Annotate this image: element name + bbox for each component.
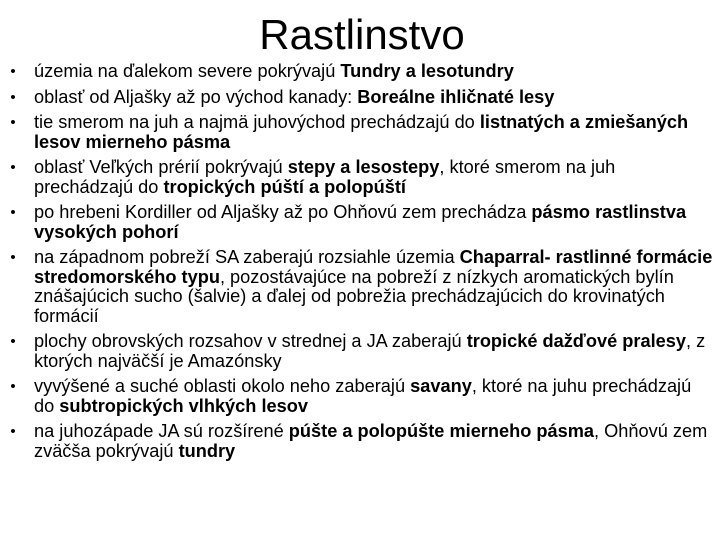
bullet-dot-icon: •: [10, 204, 16, 221]
bullet-text: , ktoré na juhu prechádzajú do: [34, 376, 692, 416]
bullet-list: [6, 62, 716, 467]
bullet-dot-icon: •: [10, 159, 16, 176]
bullet-text: oblasť od Aljašky až po východ kanady:: [34, 86, 358, 107]
bullet-bold-text: púšte a polopúšte mierneho pásma: [288, 421, 595, 441]
bullet-item: [6, 248, 716, 326]
bullet-dot-icon: •: [10, 378, 16, 395]
bullet-bold-text: pásmo rastlinstva vysokých pohorí: [34, 202, 687, 242]
bullet-item: [6, 62, 716, 82]
bullet-dot-icon: •: [10, 333, 16, 350]
slide-title: Rastlinstvo: [259, 11, 465, 58]
bullet-text: vyvýšené a suché oblasti okolo neho zaberajú: [34, 376, 411, 396]
bullet-item: [6, 88, 716, 108]
bullet-bold-text: stepy a lesostepy: [287, 157, 440, 177]
bullet-bold-text: savany: [410, 376, 472, 396]
bullet-text: tie smerom na juh a najmä juhovýchod prechádzajú do: [34, 112, 480, 132]
bullet-text: , Ohňovú zem zväčša pokrývajú: [34, 421, 708, 461]
bullet-item: [6, 377, 716, 416]
bullet-bold-text: subtropických vlhkých lesov: [59, 395, 308, 416]
bullet-bold-text: tropické dažďové pralesy: [466, 331, 686, 351]
bullet-bold-text: tropických púští a polopúští: [163, 176, 406, 197]
bullet-dot-icon: •: [10, 63, 16, 80]
bullet-item: [6, 332, 716, 371]
bullet-text: oblasť Veľkých prérií pokrývajú: [34, 157, 288, 177]
bullet-item: [6, 203, 716, 242]
bullet-text: územia na ďalekom severe pokrývajú: [34, 61, 341, 81]
bullet-text: na juhozápade JA sú rozšírené: [34, 421, 289, 441]
bullet-dot-icon: •: [10, 88, 16, 106]
bullet-dot-icon: •: [10, 249, 16, 266]
bullet-text: , ktoré smerom na juh prechádzajú do: [34, 157, 616, 197]
bullet-bold-text: Boreálne ihličnaté lesy: [357, 86, 555, 107]
bullet-bold-text: listnatých a zmiešaných lesov mierneho pásma: [34, 112, 689, 152]
bullet-bold-text: tundry: [178, 440, 236, 461]
bullet-bold-text: Tundry a lesotundry: [340, 61, 514, 81]
bullet-text: , z ktorých najväčší je Amazónsky: [34, 331, 706, 371]
bullet-item: [6, 158, 716, 197]
bullet-item: [6, 422, 716, 461]
bullet-text: , pozostávajúce na pobreží z nízkych aromatických bylín znášajúcich sucho (šalvie) a ďalej od pobrežia prechádzajúcich do krovinatých formácií: [34, 266, 674, 326]
bullet-text: na západnom pobreží SA zaberajú rozsiahle územia: [34, 247, 460, 267]
bullet-text: po hrebeni Kordiller od Aljašky až po Ohňovú zem prechádza: [34, 202, 532, 222]
bullet-dot-icon: •: [10, 114, 16, 131]
bullet-bold-text: Chaparral- rastlinné formácie stredomorského typu: [34, 247, 713, 287]
bullet-dot-icon: •: [10, 423, 16, 440]
bullet-item: [6, 113, 716, 152]
bullet-text: plochy obrovských rozsahov v strednej a JA zaberajú: [34, 331, 467, 351]
